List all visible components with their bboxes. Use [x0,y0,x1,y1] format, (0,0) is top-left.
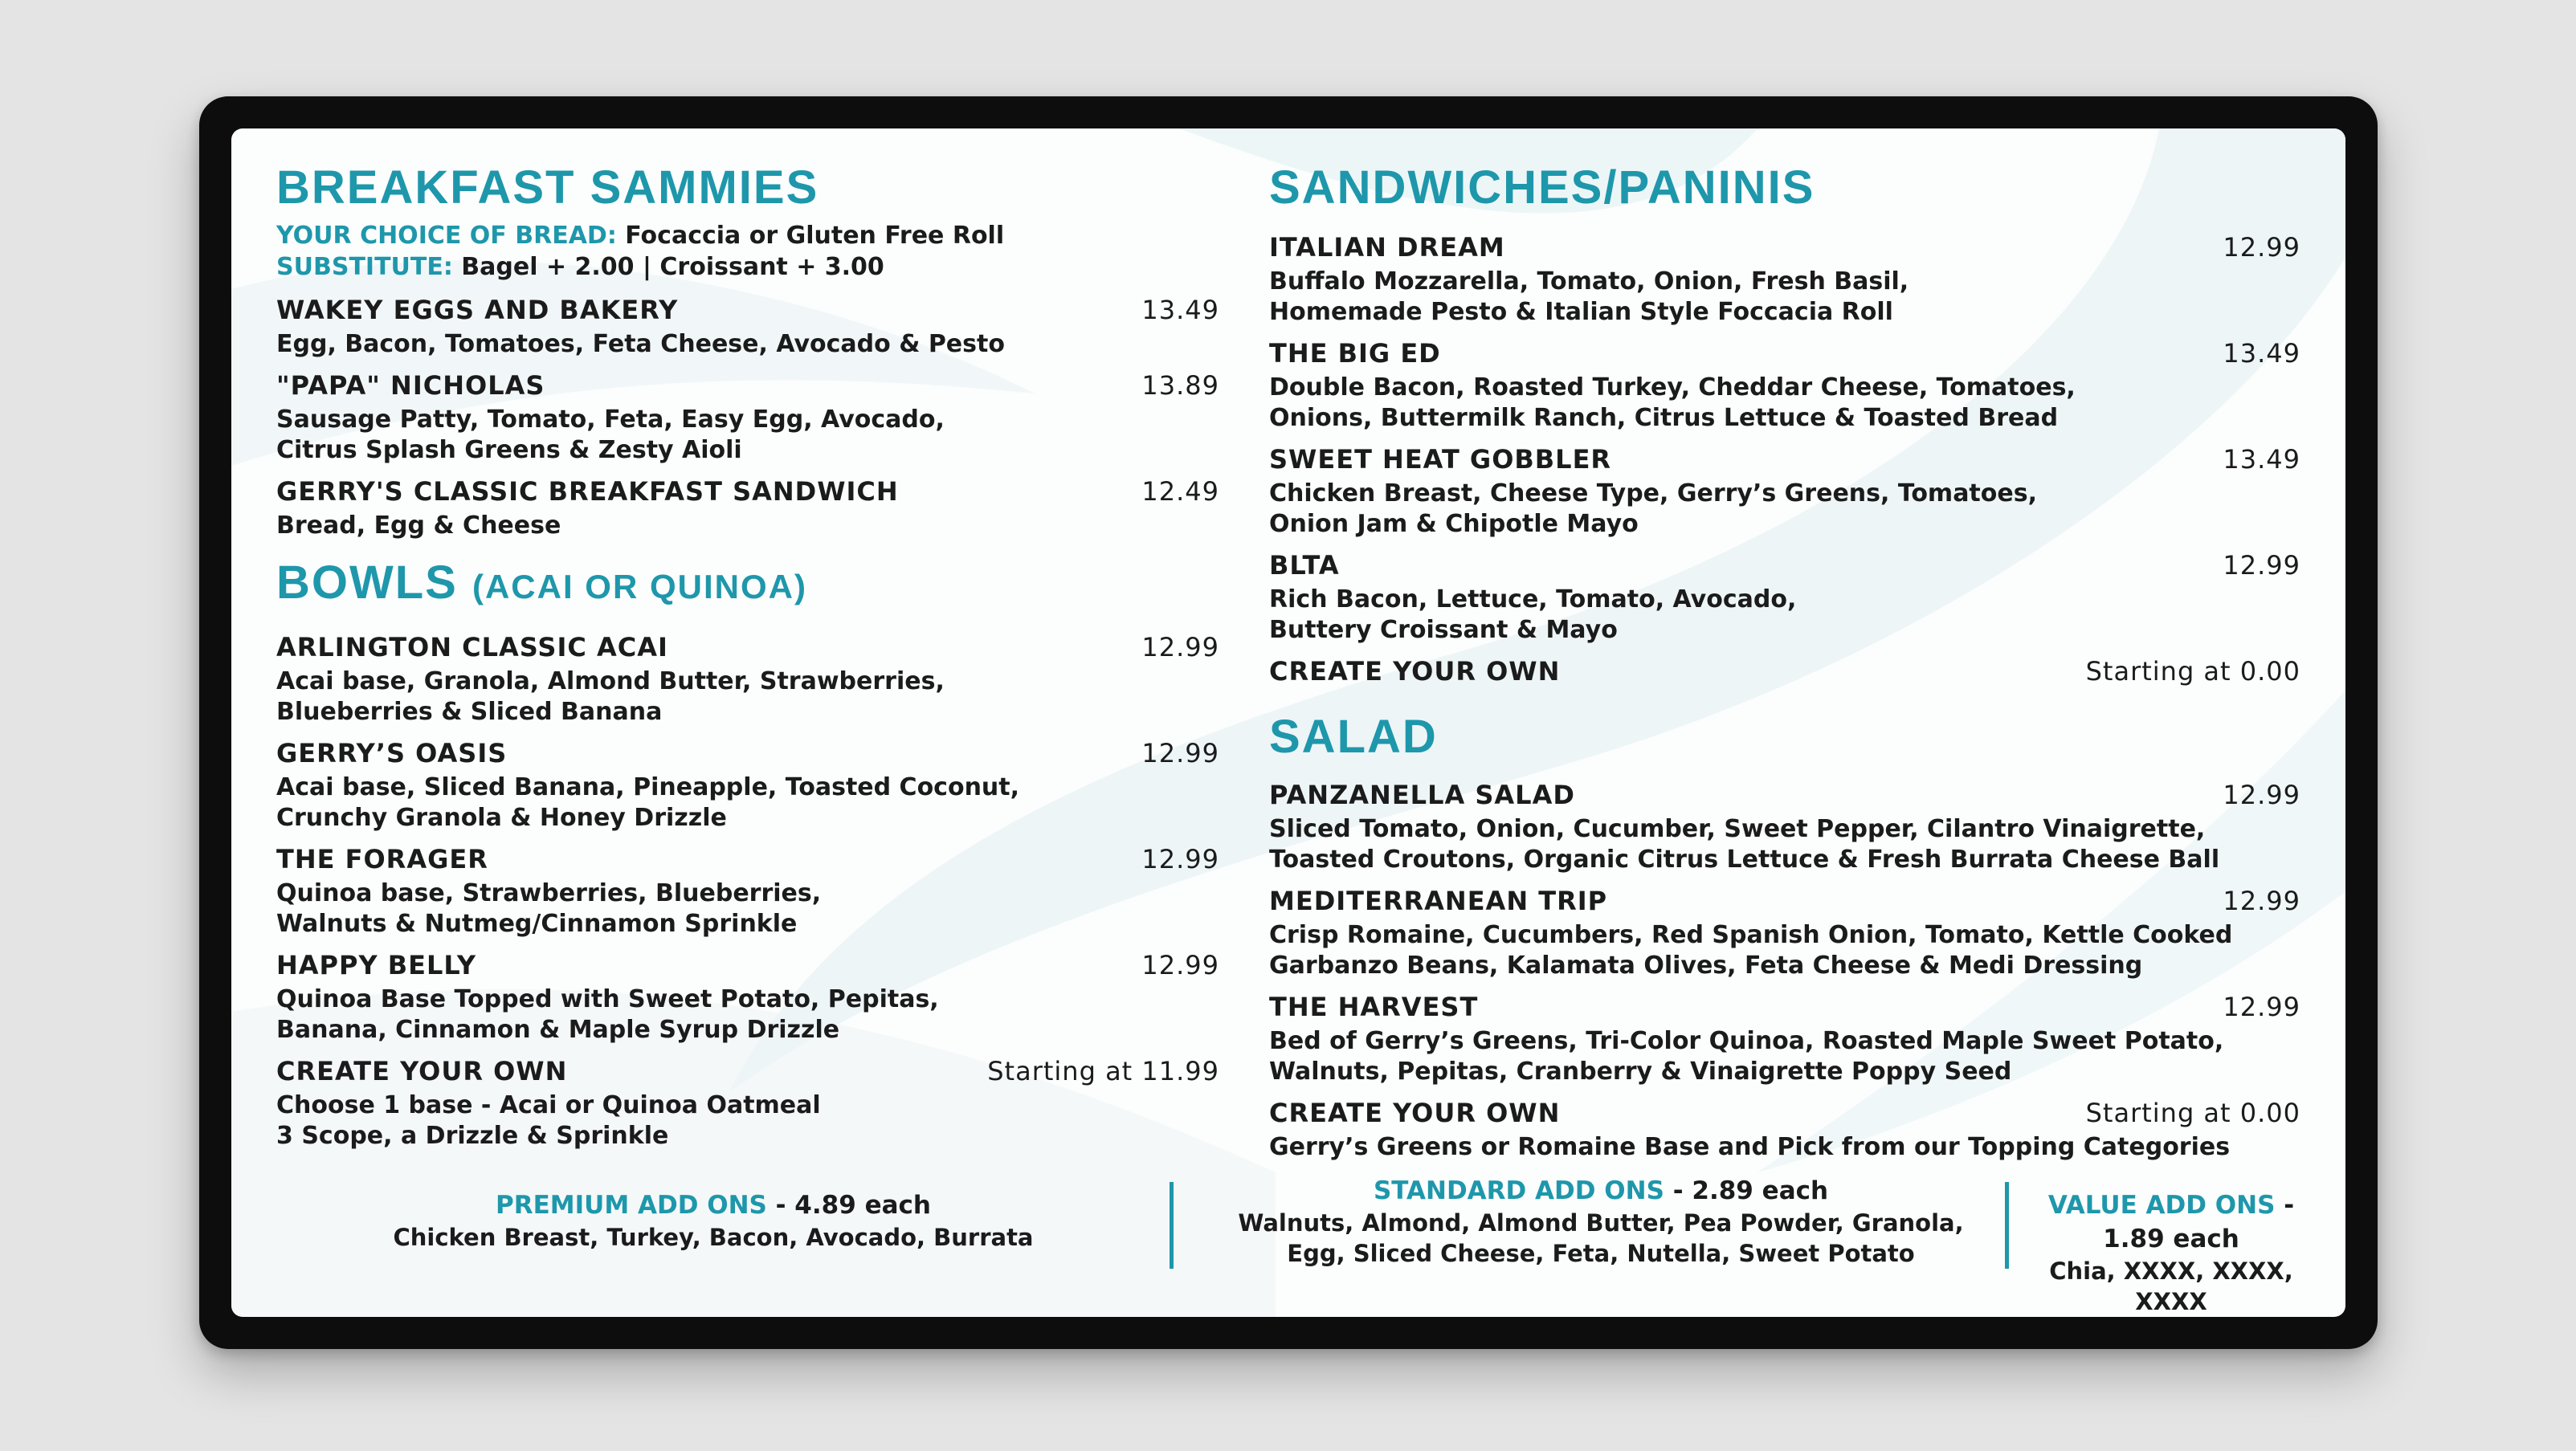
menu-item-name: MEDITERRANEAN TRIP [1269,886,1608,916]
premium-label: PREMIUM ADD ONS [496,1191,767,1220]
menu-item-description: Acai base, Granola, Almond Butter, Strawberries, [276,667,945,695]
right-column [1269,162,2300,1169]
menu-item [1269,440,2300,546]
bread-substitute [276,251,1219,283]
menu-item-description: Double Bacon, Roasted Turkey, Cheddar Cheese, Tomatoes, [1269,373,2076,401]
menu-item-description: Toasted Croutons, Organic Citrus Lettuce & Fresh Burrata Cheese Ball [1269,846,2220,874]
menu-item-header [1269,652,2300,691]
menu-item-price: 12.49 [1141,476,1219,507]
menu-item-header [1269,440,2300,479]
premium-desc-0: Chicken Breast, Turkey, Bacon, Avocado, Burrata [393,1224,1034,1251]
premium-addons [263,1188,1163,1253]
menu-item-description: Choose 1 base - Acai or Quinoa Oatmeal [276,1091,821,1119]
menu-item-header [276,366,1219,405]
sandwiches-items [1269,228,2300,691]
menu-item-price: 12.99 [2223,232,2300,263]
menu-item-name: THE FORAGER [276,844,488,874]
standard-addons [1187,1174,2015,1269]
addons-divider-2 [2005,1182,2009,1269]
menu-item-name: THE BIG ED [1269,338,1441,369]
menu-item [1269,334,2300,440]
menu-item-price: 12.99 [2223,992,2300,1022]
left-column [276,162,1219,1158]
menu-item-name: CREATE YOUR OWN [1269,1098,1561,1128]
menu-item-price: 12.99 [2223,550,2300,581]
standard-price: - 2.89 each [1664,1176,1829,1205]
menu-item-description: Sliced Tomato, Onion, Cucumber, Sweet Pepper, Cilantro Vinaigrette, [1269,815,2206,843]
menu-item-description: Bed of Gerry’s Greens, Tri-Color Quinoa, Roasted Maple Sweet Potato, [1269,1027,2224,1055]
menu-item-description: Quinoa base, Strawberries, Blueberries, [276,879,822,907]
menu-item-name: SWEET HEAT GOBBLER [1269,444,1612,475]
menu-item-header [1269,882,2300,920]
menu-item-header [276,840,1219,878]
menu-item-description: Onions, Buttermilk Ranch, Citrus Lettuce & Toasted Bread [1269,404,2059,432]
menu-item-price: Starting at 11.99 [987,1056,1219,1086]
menu-item [1269,1094,2300,1169]
menu-item-description: Walnuts, Pepitas, Cranberry & Vinaigrette Poppy Seed [1269,1058,2012,1086]
value-addons [2023,1188,2320,1317]
bowls-subtitle: (ACAI OR QUINOA) [472,568,807,605]
menu-item-name: BLTA [1269,550,1340,581]
premium-price: - 4.89 each [766,1191,931,1220]
menu-item-header [1269,334,2300,373]
menu-item-description: Sausage Patty, Tomato, Feta, Easy Egg, Avocado, [276,406,945,434]
menu-item [276,472,1219,548]
bowls-title [276,557,1219,615]
menu-item-description: Citrus Splash Greens & Zesty Aioli [276,436,742,464]
menu-item-header [1269,1094,2300,1132]
menu-item [1269,652,2300,691]
menu-item-description: Egg, Bacon, Tomatoes, Feta Cheese, Avocado & Pesto [276,330,1005,358]
substitute-value: Bagel + 2.00 | Croissant + 3.00 [461,253,884,281]
menu-item-name: GERRY’S OASIS [276,738,508,768]
menu-item [1269,546,2300,652]
standard-desc-0: Walnuts, Almond, Almond Butter, Pea Powder, Granola, [1238,1209,1964,1237]
menu-item-description: Homemade Pesto & Italian Style Foccacia Roll [1269,298,1893,326]
breakfast-items [276,291,1219,548]
menu-screen [231,128,2345,1317]
menu-item-description: Blueberries & Sliced Banana [276,698,663,726]
value-price: - 1.89 each [2103,1191,2295,1253]
menu-item [276,1052,1219,1158]
addons-bar [231,1174,2345,1315]
menu-item [276,840,1219,946]
menu-item-name: HAPPY BELLY [276,950,476,980]
menu-item-description: Quinoa Base Topped with Sweet Potato, Pepitas, [276,985,939,1013]
menu-item-description: Buffalo Mozzarella, Tomato, Onion, Fresh Basil, [1269,267,1909,295]
menu-item-price: 13.49 [2223,444,2300,475]
menu-item-header [276,946,1219,984]
salad-items [1269,776,2300,1169]
display-monitor [199,96,2378,1349]
bread-value: Focaccia or Gluten Free Roll [625,222,1005,250]
standard-desc-1: Egg, Sliced Cheese, Feta, Nutella, Sweet Potato [1287,1240,1915,1267]
menu-item-description: 3 Scope, a Drizzle & Sprinkle [276,1122,669,1150]
menu-item-description: Buttery Croissant & Mayo [1269,616,1618,644]
menu-item-description: Chicken Breast, Cheese Type, Gerry’s Greens, Tomatoes, [1269,479,2037,507]
menu-item [1269,228,2300,334]
menu-item [276,946,1219,1052]
menu-item-price: 13.49 [1141,295,1219,325]
menu-item-description: Garbanzo Beans, Kalamata Olives, Feta Cheese & Medi Dressing [1269,952,2143,980]
menu-item-name: ITALIAN DREAM [1269,232,1505,263]
menu-item-name: PANZANELLA SALAD [1269,780,1575,810]
menu-item-header [276,628,1219,666]
menu-item-name: GERRY'S CLASSIC BREAKFAST SANDWICH [276,476,899,507]
menu-item-price: 13.89 [1141,370,1219,401]
menu-item [1269,882,2300,988]
menu-item [276,366,1219,472]
salad-title: SALAD [1269,711,1438,763]
menu-item-header [276,734,1219,772]
menu-item-header [1269,988,2300,1026]
menu-item-description: Onion Jam & Chipotle Mayo [1269,510,1639,538]
substitute-label: SUBSTITUTE: [276,253,453,281]
menu-item-description: Rich Bacon, Lettuce, Tomato, Avocado, [1269,585,1797,613]
menu-item-price: 12.99 [1141,844,1219,874]
menu-item-description: Gerry’s Greens or Romaine Base and Pick from our Topping Categories [1269,1133,2231,1161]
menu-item-header [276,1052,1219,1090]
menu-item-header [276,472,1219,511]
menu-item-description: Walnuts & Nutmeg/Cinnamon Sprinkle [276,910,798,938]
menu-item-price: 12.99 [1141,632,1219,662]
standard-label: STANDARD ADD ONS [1373,1176,1664,1205]
menu-item-price: 12.99 [2223,886,2300,916]
menu-item [1269,988,2300,1094]
sandwiches-title: SANDWICHES/PANINIS [1269,161,1815,214]
bowls-items [276,628,1219,1158]
addons-divider-1 [1170,1182,1174,1269]
menu-item [276,291,1219,366]
menu-item-header [1269,776,2300,814]
bread-label: YOUR CHOICE OF BREAD: [276,222,617,250]
menu-item-price: 13.49 [2223,338,2300,369]
menu-item-header [1269,546,2300,585]
menu-item-header [276,291,1219,329]
menu-item-price: 12.99 [2223,780,2300,810]
menu-item-name: "PAPA" NICHOLAS [276,370,545,401]
menu-item-price: Starting at 0.00 [2085,656,2300,687]
menu-item [276,628,1219,734]
bread-choice [276,220,1219,251]
value-desc-0: Chia, XXXX, XXXX, XXXX [2049,1257,2293,1315]
menu-item-name: WAKEY EGGS AND BAKERY [276,295,679,325]
bowls-title-main: BOWLS [276,556,458,609]
menu-item-description: Acai base, Sliced Banana, Pineapple, Toasted Coconut, [276,773,1020,801]
menu-item-name: CREATE YOUR OWN [276,1056,568,1086]
menu-item-description: Crisp Romaine, Cucumbers, Red Spanish Onion, Tomato, Kettle Cooked [1269,921,2233,949]
menu-item [276,734,1219,840]
menu-item-name: CREATE YOUR OWN [1269,656,1561,687]
menu-item-description: Crunchy Granola & Honey Drizzle [276,804,727,832]
breakfast-title: BREAKFAST SAMMIES [276,161,819,214]
value-label: VALUE ADD ONS [2047,1191,2276,1220]
menu-item-description: Bread, Egg & Cheese [276,512,561,540]
menu-item-description: Banana, Cinnamon & Maple Syrup Drizzle [276,1016,840,1044]
menu-item-name: ARLINGTON CLASSIC ACAI [276,632,668,662]
menu-item-price: 12.99 [1141,950,1219,980]
menu-item-price: Starting at 0.00 [2085,1098,2300,1128]
menu-item-header [1269,228,2300,267]
menu-item-price: 12.99 [1141,738,1219,768]
menu-item [1269,776,2300,882]
menu-item-name: THE HARVEST [1269,992,1479,1022]
